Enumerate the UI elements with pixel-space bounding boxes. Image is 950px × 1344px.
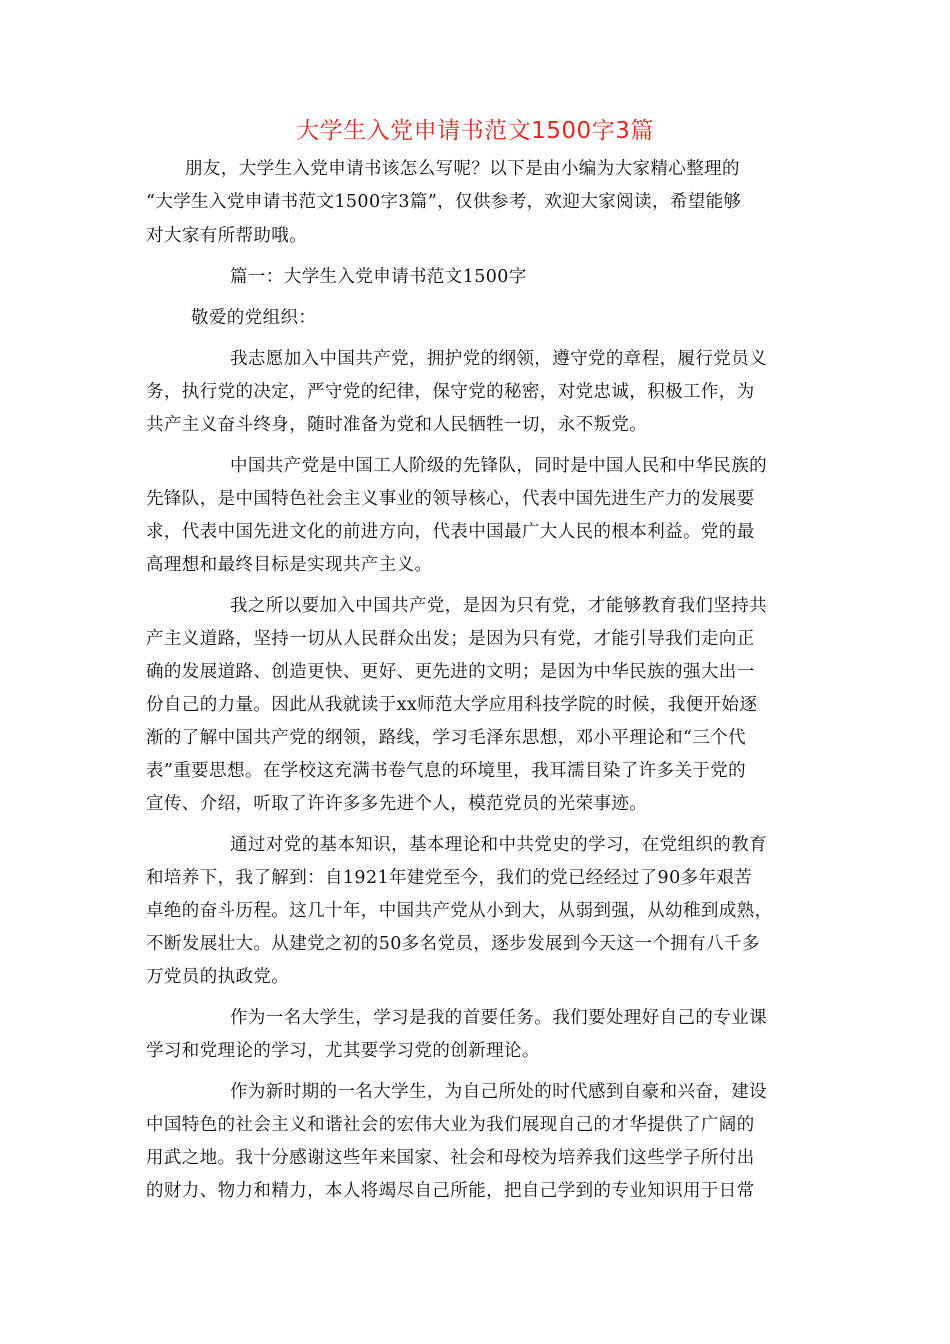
text-line: 渐的了解中国共产党的纲领，路线，学习毛泽东思想，邓小平理论和“三个代 <box>146 728 747 748</box>
text-line: 份自己的力量。因此从我就读于xx师范大学应用科技学院的时候，我便开始逐 <box>146 695 758 715</box>
text-line: 产主义道路，坚持一切从人民群众出发；是因为只有党，才能引导我们走向正 <box>146 629 755 649</box>
text-line: 作为一名大学生，学习是我的首要任务。我们要处理好自己的专业课 <box>230 1008 767 1028</box>
text-line: 我之所以要加入中国共产党，是因为只有党，才能够教育我们坚持共 <box>230 596 767 616</box>
text-line: 中国特色的社会主义和谐社会的宏伟大业为我们展现自己的才华提供了广阔的 <box>146 1115 755 1135</box>
text-line: 共产主义奋斗终身，随时准备为党和人民牺牲一切，永不叛党。 <box>146 415 648 435</box>
text-line: 和培养下，我了解到：自1921年建党至今，我们的党已经经过了90多年艰苦 <box>146 868 753 888</box>
text-line: “大学生入党申请书范文1500字3篇”，仅供参考，欢迎大家阅读，希望能够 <box>146 192 742 212</box>
text-line: 先锋队，是中国特色社会主义事业的领导核心，代表中国先进生产力的发展要 <box>146 489 755 509</box>
text-line: 用武之地。我十分感谢这些年来国家、社会和母校为培养我们这些学子所付出 <box>146 1148 755 1168</box>
text-line: 求，代表中国先进文化的前进方向，代表中国最广大人民的根本利益。党的最 <box>146 522 755 542</box>
text-line: 不断发展壮大。从建党之初的50多名党员，逐步发展到今天这一个拥有八千多 <box>146 934 760 954</box>
text-line: 务，执行党的决定，严守党的纪律，保守党的秘密，对党忠诚，积极工作，为 <box>146 382 755 402</box>
salutation: 敬爱的党组织： <box>191 308 317 328</box>
text-line: 通过对党的基本知识，基本理论和中共党史的学习，在党组织的教育 <box>230 835 767 855</box>
text-line: 我志愿加入中国共产党，拥护党的纲领，遵守党的章程，履行党员义 <box>230 349 767 369</box>
text-line: 中国共产党是中国工人阶级的先锋队，同时是中国人民和中华民族的 <box>230 456 767 476</box>
text-line: 对大家有所帮助哦。 <box>146 226 308 246</box>
section-heading: 篇一：大学生入党申请书范文1500字 <box>230 267 527 287</box>
text-line: 高理想和最终目标是实现共产主义。 <box>146 555 433 575</box>
text-line: 表”重要思想。在学校这充满书卷气息的环境里，我耳濡目染了许多关于党的 <box>146 761 747 781</box>
text-line: 作为新时期的一名大学生，为自己所处的时代感到自豪和兴奋，建设 <box>230 1082 767 1102</box>
text-line: 卓绝的奋斗历程。这几十年，中国共产党从小到大，从弱到强，从幼稚到成熟， <box>146 901 773 921</box>
document-title: 大学生入党申请书范文1500字3篇 <box>296 118 654 144</box>
text-line: 确的发展道路、创造更快、更好、更先进的文明；是因为中华民族的强大出一 <box>146 662 755 682</box>
text-line: 宣传、介绍，听取了许许多多先进个人，模范党员的光荣事迹。 <box>146 794 648 814</box>
text-line: 学习和党理论的学习，尤其要学习党的创新理论。 <box>146 1041 540 1061</box>
text-line: 的财力、物力和精力，本人将竭尽自己所能，把自己学到的专业知识用于日常 <box>146 1181 755 1201</box>
text-line: 朋友，大学生入党申请书该怎么写呢？以下是由小编为大家精心整理的 <box>185 159 740 179</box>
text-line: 万党员的执政党。 <box>146 967 290 987</box>
